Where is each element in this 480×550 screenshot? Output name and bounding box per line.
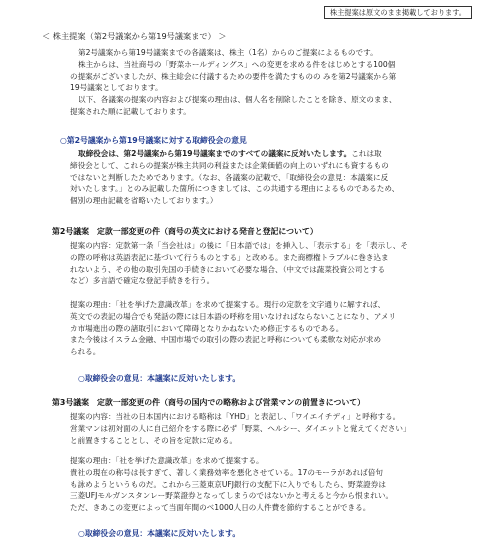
board-opinion-all-title	[60, 135, 247, 147]
proposal-3-content-line: 提案の内容：当社の日本国内における略称は「YHD」と表記し、「ワイエイチディ」と呼称する。	[70, 412, 401, 421]
proposal-2-reason	[70, 299, 396, 358]
proposal-2-opinion-text: 取締役会の意見：本議案に反対いたします。	[84, 374, 241, 383]
proposal-2-reason-line: られる。	[70, 347, 101, 357]
proposal-2-content-line: 提案の内容：定款第一条「当会社は」の後に「日本語では」を挿入し、「表示する」を「表示し、そ	[70, 241, 408, 250]
proposal-3-opinion	[78, 528, 240, 540]
proposal-3-reason-line: 三菱UFJモルガンスタンレー野菜證券となってしまうのではないかと考えると今から恨まれい。	[70, 491, 394, 501]
intro-line: 19号議案としております。	[70, 83, 163, 93]
proposal-3-content	[70, 411, 411, 446]
proposal-2-reason-line: カ市場進出の際の諸取引において障碍となりかねないため修正するものである。	[70, 323, 344, 333]
intro-line: 以下、各議案の提案の内容および提案の理由は、個人名を削除したことを除き、原文のまま、	[78, 95, 397, 105]
proposal-3-reason	[70, 455, 393, 514]
proposal-2-reason-line: 英文での表記の場合でも発話の際には日本語の呼称を用いなければならないことになり、アメリ	[70, 311, 397, 321]
board-opinion-all-line: 締役会として、これらの提案が株主共同の利益または企業価値の向上のいずれにも資するもの	[70, 160, 389, 170]
proposal-3-reason-line: 貴社の現在の称号は長すぎて、著しく業務効率を悪化させている。17のモーラがあれば倍句	[70, 467, 383, 477]
intro-paragraph	[70, 47, 397, 118]
proposal-3-reason-line: も詠めようというものだ。これから三菱東京UFJ銀行の支配下に入りでもしたら、野菜證券は	[70, 479, 386, 489]
board-opinion-all-line: 対いたします。」とのみ記載した箇所につきましては、この共通する理由によるものであるため、	[70, 184, 400, 194]
board-opinion-all-line: 個別の理由記載を省略いたしております。）	[70, 196, 218, 206]
board-opinion-all-body	[70, 148, 399, 207]
proposal-2-title: 第2号議案 定款一部変更の件（商号の英文における発音と登記について）	[52, 227, 318, 236]
section-title: ＜ 株主提案（第2号議案から第19号議案まで） ＞	[42, 31, 227, 41]
proposal-2-reason-line: また今後はイスラム金融、中国市場での取引の際の表記と呼称についても柔軟な対応が求め	[70, 335, 382, 345]
intro-line: 提案された順に記載しております。	[70, 106, 191, 116]
circle-bullet-icon: ○	[60, 136, 67, 145]
intro-line: 第2号議案から第19号議案までの各議案は、株主（1名）からのご提案によるものです。	[78, 48, 378, 57]
proposal-2-content-line: れないよう、その他の取引先国の手続きにおいて必要な場合、（中文では蔬菜投資公司とする	[70, 264, 386, 274]
disclaimer-note: 株主提案は原文のまま掲載しております。	[324, 6, 472, 19]
proposal-3-content-line: と前置きすることとし、その旨を定款に定める。	[70, 435, 238, 445]
intro-line: の提案がございましたが、株主総会に付議するための要件を満たすものの みを第2号議案から第	[70, 71, 397, 81]
intro-line: 株主からは、当社商号の「野菜ホールディングス」への変更を求める件をはじめとする100個	[78, 59, 396, 69]
proposal-3-opinion-text: 取締役会の意見：本議案に反対いたします。	[84, 529, 241, 538]
proposal-2-reason-line: 提案の理由：「社を挙げた意識改革」を求めて提案する。現行の定款を文字通りに解すれば、	[70, 300, 386, 309]
proposal-2-opinion	[78, 373, 240, 385]
board-opinion-all-line-tail: これは取	[351, 149, 382, 158]
proposal-3-title: 第3号議案 定款一部変更の件（商号の国内での略称および営業マンの前置きについて）	[52, 398, 366, 407]
proposal-3-reason-line: 提案の理由：「社を挙げた意識改革」を求めて提案する。	[70, 456, 264, 465]
proposal-2-content	[70, 240, 408, 287]
proposal-3-content-line: 営業マンは初対面の人に自己紹介をする際に必ず「野菜、ヘルシー、ダイエットと覚えてください」	[70, 423, 411, 433]
proposal-2-content-line: の際の呼称は英語表記に基づいて行うものとする」と改める。また商標権トラブルに巻き込ま	[70, 252, 389, 262]
proposal-2-content-line: など）多言語で確定な登記手続きを行う。	[70, 276, 215, 286]
proposal-3-reason-line: ただ、きあこの変更によって当面年間のべ1000人日の人件費を節約することができる。	[70, 503, 371, 513]
circle-bullet-icon: ○	[78, 529, 85, 538]
board-opinion-all-title-text: 第2号議案から第19号議案に対する取締役会の意見	[66, 136, 247, 145]
circle-bullet-icon: ○	[78, 374, 85, 383]
board-opinion-all-line-bold: 取締役会は、第2号議案から第19号議案までのすべての議案に反対いたします。	[78, 149, 352, 158]
board-opinion-all-line: ではないと判断したためであります。（なお、各議案の記載で、「取締役会の意見：本議案に反	[70, 172, 389, 182]
